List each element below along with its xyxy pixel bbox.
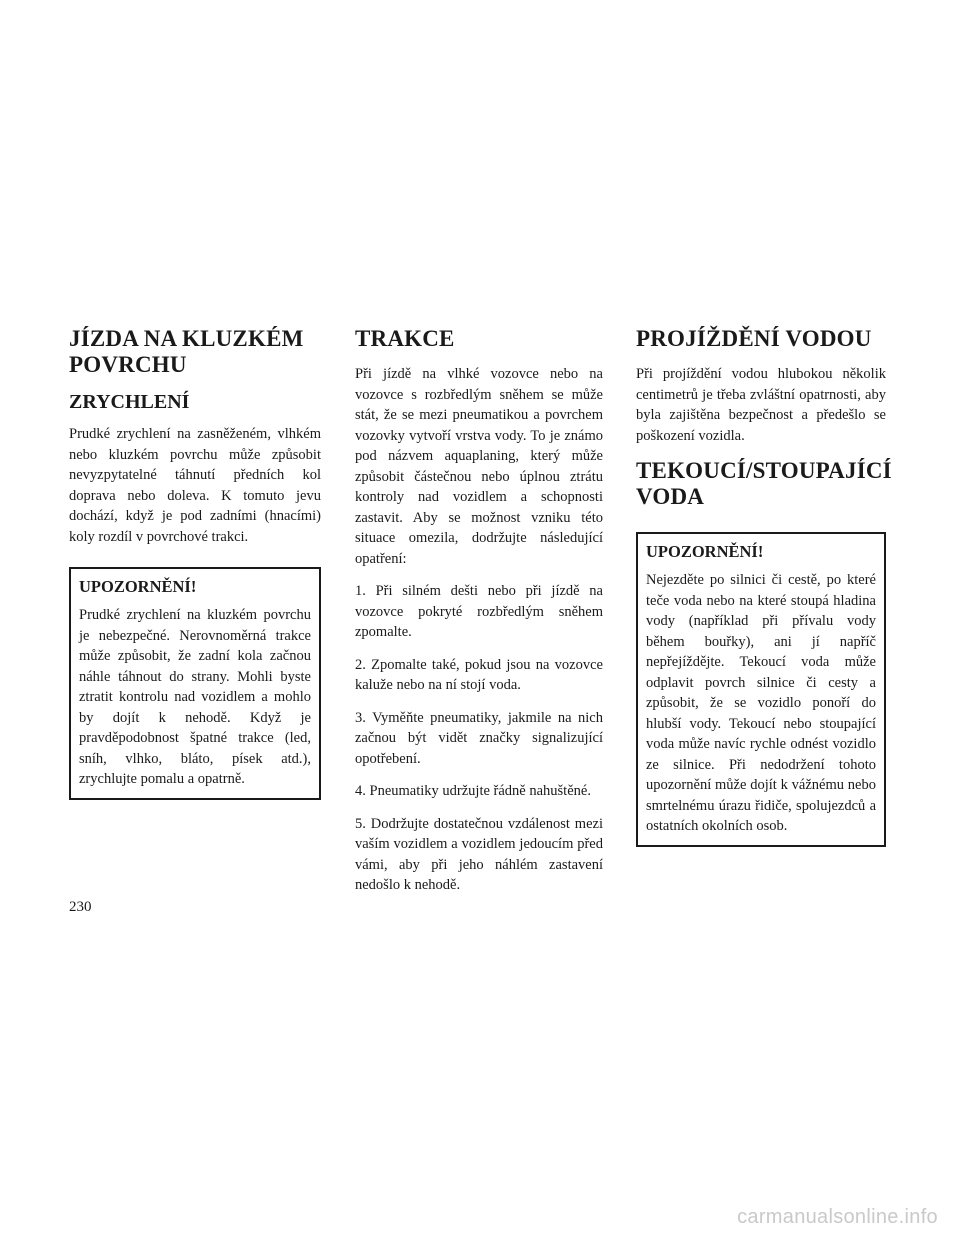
section-heading-water: PROJÍŽDĚNÍ VODOU — [636, 326, 872, 351]
section-heading-slippery-surface: JÍZDA NA KLUZKÉM POVRCHU — [69, 326, 304, 377]
warning-box-water — [636, 532, 886, 847]
traction-step: 3. Vyměňte pneumatiky, jakmile na nich začnou být vidět značky signalizující opotřebení. — [355, 709, 603, 767]
page-number: 230 — [69, 899, 92, 915]
warning-text: Prudké zrychlení na kluzkém povrchu je nebezpečné. Nerovnoměrná trakce může způsobit, že zadní kola začnou náhle táhnout do strany. Mohli byste ztratit kontrolu nad vozidlem a mohlo by dojít k nehodě. Když je pravděpodobnost špatné trakce (led, sníh, vlhko, bláto, písek atd.), zrychlujte pomalu a opatrně. — [79, 607, 311, 787]
subheading-flowing-water: TEKOUCÍ/STOUPAJÍCÍ VODA — [636, 458, 892, 509]
column-traction — [355, 326, 603, 908]
traction-intro: Při jízdě na vlhké vozovce nebo na vozovce s rozbředlým sněhem se může stát, že se mezi pneumatikou a povrchem vozovky vytvoří vrstva vody. To je známo pod názvem aquaplaning, který může způsobit částečnou nebo úplnou ztrátu kontroly nad vozidlem a schopnosti zastavit. Aby se možnost vzniku této situace omezila, dodržujte následující opatření: — [355, 366, 603, 567]
traction-step: 2. Zpomalte také, pokud jsou na vozovce kaluže nebo na ní stojí voda. — [355, 656, 603, 693]
warning-title: UPOZORNĚNÍ! — [79, 577, 197, 596]
section-heading-traction: TRAKCE — [355, 326, 455, 351]
acceleration-paragraph: Prudké zrychlení na zasněženém, vlhkém nebo kluzkém povrchu může způsobit nevyzpytatelné táhnutí předních kol doprava nebo doleva. K tomuto jevu dochází, když je pod zadními (hnacími) koly rozdíl v povrchové trakci. — [69, 426, 321, 545]
column-slippery-surface — [69, 326, 321, 800]
traction-step: 1. Při silném dešti nebo při jízdě na vozovce pokryté rozbředlým sněhem zpomalte. — [355, 583, 603, 640]
traction-step: 5. Dodržujte dostatečnou vzdálenost mezi vaším vozidlem a vozidlem jedoucím před vámi, aby při jeho náhlém zastavení nedošlo k nehodě. — [355, 815, 603, 893]
watermark: carmanualsonline.info — [737, 1206, 938, 1228]
warning-text: Nejezděte po silnici či cestě, po které teče voda nebo na které stoupá hladina vody (například při přívalu vody během bouřky), ani jí napříč nepřejíždějte. Tekoucí voda může odplavit povrch silnice či cesty a způsobit, že se vozidlo ponoří do hlubší vody. Tekoucí nebo stoupající voda může navíc rychle odnést vozidlo ze silnice. Při nedodržení tohoto upozornění může dojít k vážnému nebo smrtelnému úrazu řidiče, spolujezdců a ostatních okolních osob. — [646, 572, 876, 834]
water-paragraph: Při projíždění vodou hlubokou několik centimetrů je třeba zvláštní opatrnosti, aby byla zajištěna bezpečnost a předešlo se poškození vozidla. — [636, 366, 886, 444]
warning-box-acceleration — [69, 567, 321, 800]
column-driving-through-water — [636, 326, 892, 847]
warning-title: UPOZORNĚNÍ! — [646, 542, 764, 561]
subheading-acceleration: ZRYCHLENÍ — [69, 391, 190, 413]
traction-step: 4. Pneumatiky udržujte řádně nahuštěné. — [355, 783, 591, 799]
